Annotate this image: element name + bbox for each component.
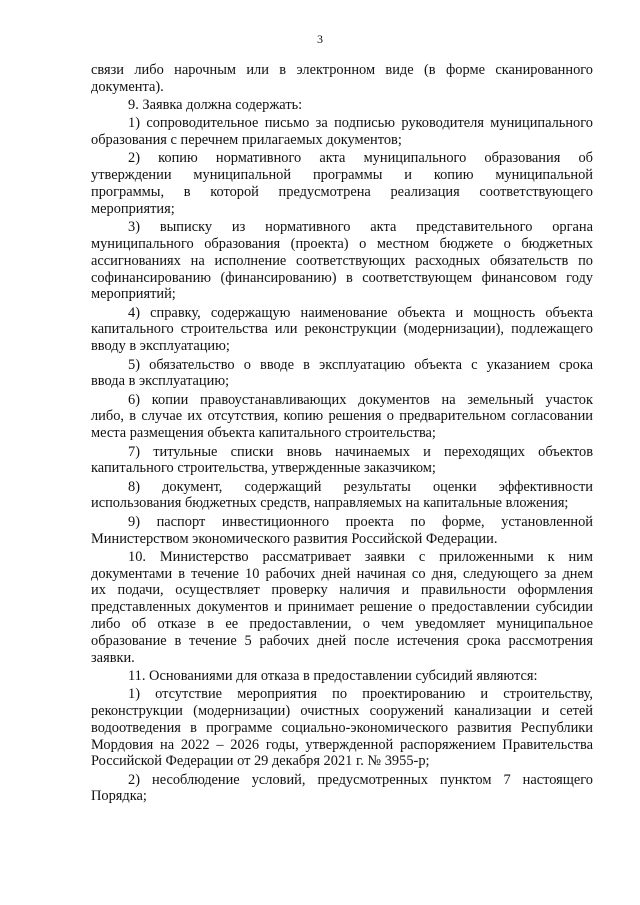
paragraph [91,479,593,513]
paragraph [91,115,593,149]
paragraph [91,772,593,806]
text-line: капитального строительства или реконструкции (модернизации), подлежащего [91,321,593,338]
text-line: заявки. [91,649,135,666]
text-line: 9) паспорт инвестиционного проекта по форме, установленной [128,513,593,530]
document-body [91,62,593,805]
paragraph [91,444,593,478]
text-line: 2) копию нормативного акта муниципального образования об [128,150,593,167]
text-line: документами в течение 10 рабочих дней начиная со дня, следующего за днем [91,565,593,582]
text-line: использования бюджетных средств, направляемых на капитальные вложения; [91,495,569,512]
paragraph [91,357,593,391]
paragraph [91,668,593,685]
text-line: 7) титульные списки вновь начинаемых и переходящих объектов [128,443,593,460]
text-line: мероприятия; [91,200,175,217]
text-line: либо об отказе в ее предоставлении, о чем уведомляет муниципальное [91,616,593,632]
paragraph [91,686,593,770]
text-line: ввода в эксплуатацию; [91,373,230,390]
text-line: Российской Федерации от 29 декабря 2021 г. № 3955-р; [91,753,430,770]
text-line: мероприятий; [91,286,176,303]
text-line: 6) копии правоустанавливающих документов на земельный участок [128,391,593,408]
text-line: утверждении муниципальной программы и копию муниципальной [91,167,593,184]
text-line: 10. Министерство рассматривает заявки с приложенными к ним [128,548,593,565]
text-line: водоотведения в программе социально-экономического развития Республики [91,719,593,736]
text-line: Мордовия на 2022 – 2026 годы, утвержденной распоряжением Правительства [91,736,593,753]
text-line: капитального строительства, утвержденные заказчиком; [91,460,436,477]
text-line: 1) отсутствие мероприятия по проектированию и строительству, [128,686,593,703]
paragraph [91,219,593,303]
text-line: 4) справку, содержащую наименование объекта и мощность объекта [128,304,593,321]
text-line: 9. Заявка должна содержать: [128,97,303,114]
text-line: программы, в которой предусмотрена реализация соответствующего [91,184,593,201]
paragraph [91,305,593,355]
text-line: места размещения объекта капитального строительства; [91,425,436,442]
text-line: образование в течение 5 рабочих дней после истечения срока рассмотрения [91,632,593,649]
text-line: муниципального образования (проекта) о местном бюджете о бюджетных [91,235,593,252]
text-line: 3) выписку из нормативного акта представительного органа [128,219,593,236]
text-line: софинансированию (финансированию) в соответствующем финансовом году [91,269,593,286]
text-line: 5) обязательство о вводе в эксплуатацию объекта с указанием срока [128,356,593,373]
text-line: либо, в случае их отсутствия, копию решения о предварительном согласовании [91,408,593,425]
paragraph [91,150,593,217]
paragraph [91,62,593,96]
text-line: представленных документов и принимает решение о предоставлении субсидии [91,599,593,616]
page-number: 3 [317,32,323,46]
paragraph [91,392,593,442]
text-line: 11. Основаниями для отказа в предоставлении субсидий являются: [128,667,538,684]
text-line: реконструкции (модернизации) очистных сооружений канализации и сетей [91,702,593,719]
text-line: 1) сопроводительное письмо за подписью руководителя муниципального [128,115,593,132]
text-line: связи либо нарочным или в электронном виде (в форме сканированного [91,62,593,78]
paragraph [91,97,593,114]
text-line: документа). [91,78,164,95]
text-line: их подачи, осуществляет проверку наличия и правильности оформления [91,582,593,599]
paragraph [91,514,593,548]
text-line: Порядка; [91,788,147,805]
text-line: Министерством экономического развития Российской Федерации. [91,530,498,547]
text-line: образования с перечнем прилагаемых документов; [91,132,402,149]
paragraph [91,549,593,667]
text-line: 8) документ, содержащий результаты оценки эффективности [128,478,593,495]
text-line: вводу в эксплуатацию; [91,338,230,355]
text-line: ассигнованиях на исполнение соответствующих расходных обязательств по [91,252,593,269]
text-line: 2) несоблюдение условий, предусмотренных пунктом 7 настоящего [128,771,593,788]
